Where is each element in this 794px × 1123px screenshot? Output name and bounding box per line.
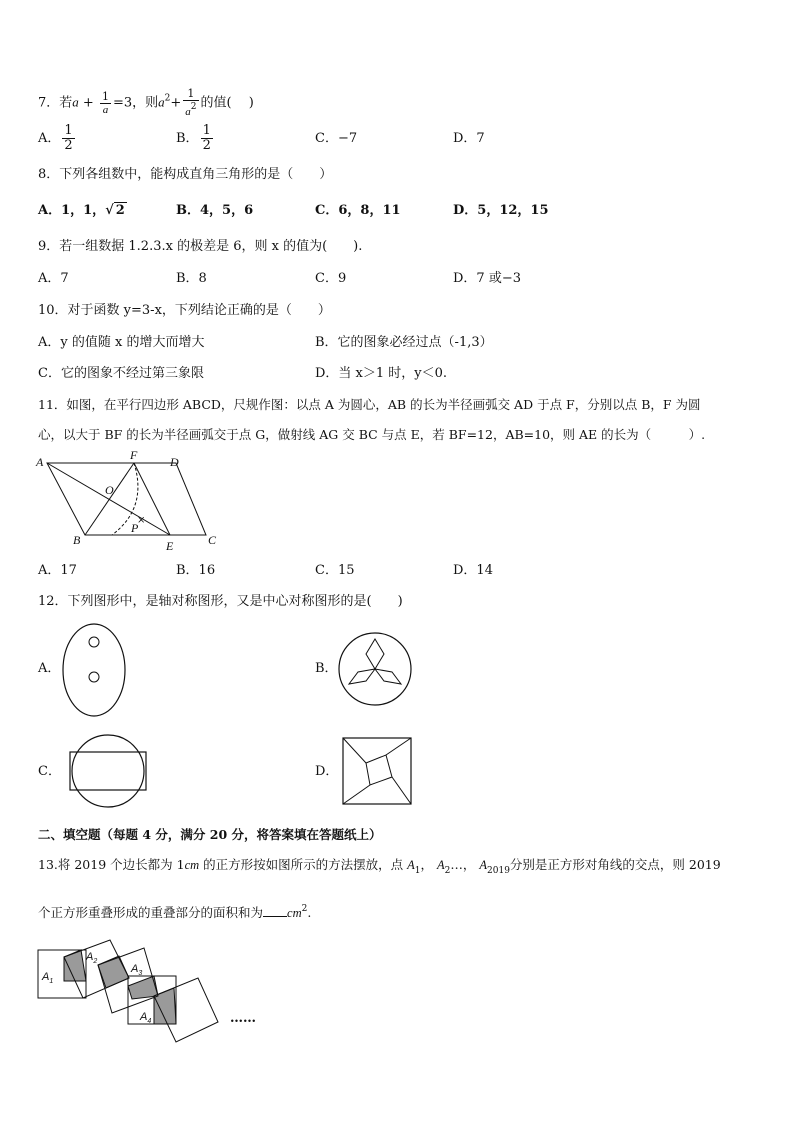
q9-option-d: D．7 或−3 <box>453 271 521 286</box>
q8-stem: 8．下列各组数中，能构成直角三角形的是（ ） <box>38 167 333 182</box>
q12-option-a-label: A． <box>38 661 61 676</box>
q12-option-d-label: D． <box>315 764 339 779</box>
q9-stem: 9．若一组数据 1.2.3.x 的极差是 6，则 x 的值为( ). <box>38 239 363 254</box>
q11-stem-line-1: 11．如图，在平行四边形 ABCD，尺规作图：以点 A 为圆心，AB 的长为半径画弧交 AD 于点 F，分别以点 B，F 为圆 <box>38 397 701 412</box>
mark-cross: × <box>137 515 146 526</box>
q9-option-a: A．7 <box>38 271 69 286</box>
q7-stem: 7．若a + $\frac{1}{a}$ =3，则$a^2+$ $\frac{1}{a^2}$ 的值( ) <box>38 87 254 118</box>
q13-stem-line-1: 13.将 2019 个边长都为 1cm 的正方形按如图所示的方法摆放，点 $A_1$， $A_2\dots$， $A_{2019}$分别是正方形对角线的交点，则 2019 <box>38 857 721 876</box>
answer-blank[interactable] <box>263 904 287 917</box>
q11-option-c: C．15 <box>315 563 355 578</box>
q10-option-a: A．y 的值随 x 的增大而增大 <box>38 335 205 350</box>
q12-figure-b-circle-rhombi <box>338 632 412 706</box>
label-a: A <box>36 455 44 469</box>
overlap-1 <box>64 950 86 981</box>
label-a2: $A_2$ <box>86 951 98 965</box>
q7-frac-1: $\frac{1}{a}$ <box>101 89 109 116</box>
q11-option-d: D．14 <box>453 563 493 578</box>
segment-bf <box>85 463 134 535</box>
q10-option-b: B．它的图象必经过点（-1,3） <box>315 335 493 350</box>
ellipsis: …… <box>230 1011 256 1026</box>
q13-squares-figure <box>36 936 276 1046</box>
q7-frac-2: $\frac{1}{a^2}$ <box>185 87 197 118</box>
q8-option-c: C．6，8，11 <box>315 203 401 218</box>
q10-stem: 10．对于函数 y=3-x，下列结论正确的是（ ） <box>38 303 331 318</box>
label-f: F <box>130 448 138 462</box>
q12-figure-d-square-pinwheel <box>342 737 414 807</box>
q7-option-d: D．7 <box>453 131 485 146</box>
q9-option-c: C．9 <box>315 271 347 286</box>
q12-stem: 12．下列图形中，是轴对称图形，又是中心对称图形的是( ) <box>38 594 403 609</box>
q8-option-b: B．4，5，6 <box>176 203 254 218</box>
q13-stem-line-2: 个正方形重叠形成的重叠部分的面积和为 $cm^2$. <box>38 904 312 920</box>
q7-option-a-frac: $\frac{1}{2}$ <box>64 123 73 153</box>
label-b: B <box>73 533 81 547</box>
q7-option-b-frac: $\frac{1}{2}$ <box>202 123 211 153</box>
label-d: D <box>170 455 179 469</box>
q11-parallelogram-figure <box>30 448 230 553</box>
q11-option-a: A．17 <box>38 563 77 578</box>
label-a4: $A_4$ <box>140 1011 152 1025</box>
q11-stem-line-2: 心，以大于 BF 的长为半径画弧交于点 G，做射线 AG 交 BC 与点 E，若 BF=12，AB=10，则 AE 的长为（ ）. <box>38 427 706 442</box>
label-a1: $A_1$ <box>42 971 54 985</box>
label-a3: $A_3$ <box>131 963 143 977</box>
label-e: E <box>166 539 174 553</box>
q7-option-a: A． $\frac{1}{2}$ <box>38 123 73 153</box>
label-p: P <box>131 521 139 535</box>
q7-option-c: C．−7 <box>315 131 358 146</box>
sqrt-symbol: √ 2 <box>105 203 125 218</box>
q12-option-c-label: C． <box>38 764 61 779</box>
q8-option-a: A．1，1，√ 2 <box>38 203 125 218</box>
q10-option-c: C．它的图象不经过第三象限 <box>38 366 204 381</box>
q12-figure-c-circle-rect <box>64 734 152 808</box>
q11-option-b: B．16 <box>176 563 216 578</box>
q8-option-d: D．5，12，15 <box>453 203 549 218</box>
q12-option-b-label: B． <box>315 661 338 676</box>
q10-option-d: D．当 x＞1 时，y＜0. <box>315 366 448 381</box>
section-2-title: 二、填空题（每题 4 分，满分 20 分，将答案填在答题纸上） <box>38 827 382 842</box>
label-c: C <box>208 533 217 547</box>
overlap-2 <box>98 956 129 988</box>
q7-option-b: B． $\frac{1}{2}$ <box>176 123 211 153</box>
q9-option-b: B．8 <box>176 271 207 286</box>
q12-figure-a-ellipse <box>62 622 128 720</box>
label-o: O <box>105 483 114 497</box>
